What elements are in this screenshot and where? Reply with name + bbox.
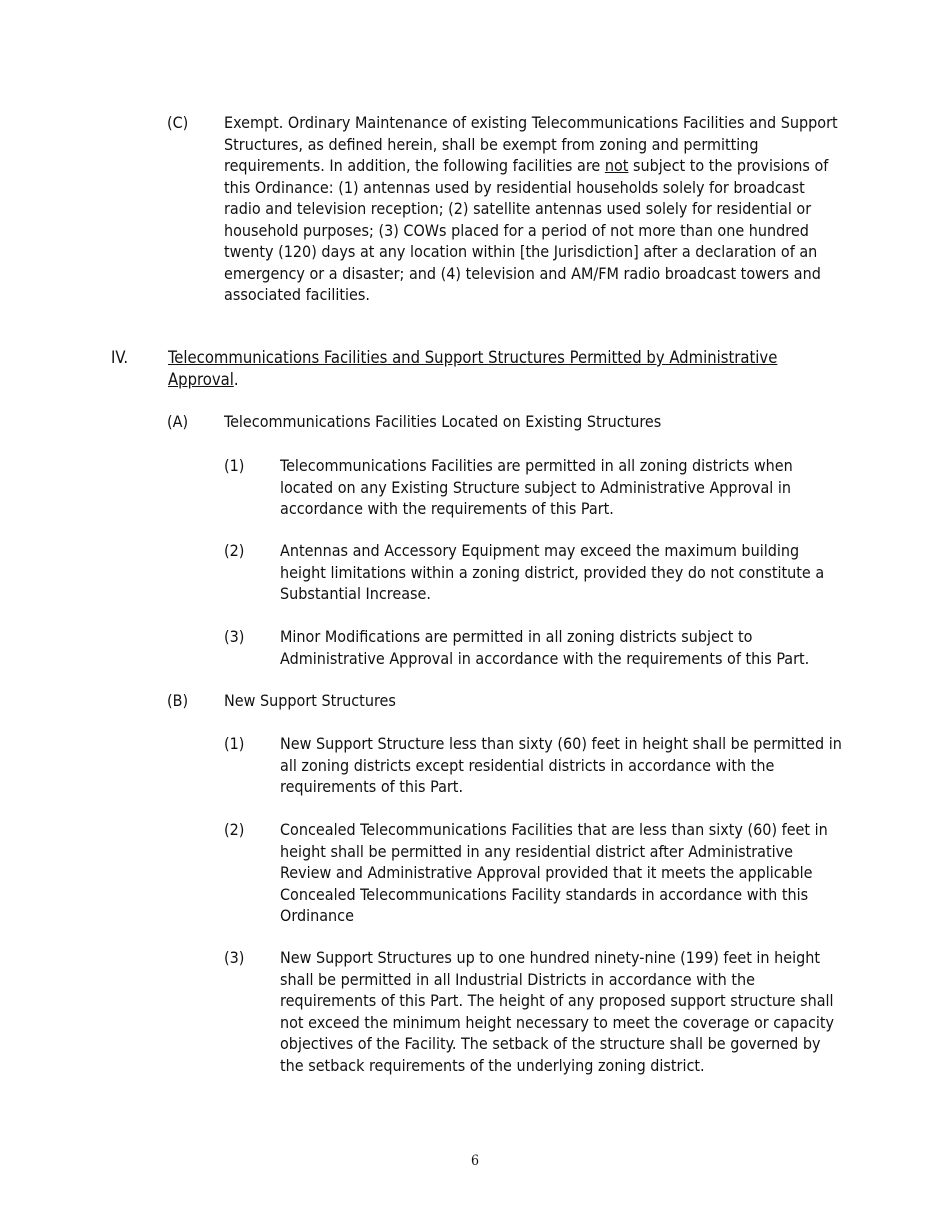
- subsection-b-item-3-text: New Support Structures up to one hundred ninety-nine (199) feet in height shall be permitted in all Industrial Districts in accordance with the requirements of this Part. The height of any proposed support structure shall not exceed the minimum height necessary to meet the coverage or capacity objectives of the Facility. The setback of the structure shall be governed by the setback requirements of the underlying zoning district.: [280, 948, 835, 1075]
- subsection-b-item-2-label: (2): [224, 820, 245, 839]
- subsection-b-label: (B): [167, 691, 189, 710]
- section-iv-title-end: .: [233, 370, 239, 389]
- section-c-paragraph: [224, 112, 844, 306]
- subsection-b-item-1-text: New Support Structure less than sixty (60) feet in height shall be permitted in all zoning districts except residential districts in accordance with the requirements of this Part.: [280, 734, 842, 796]
- section-c-label: (C): [167, 113, 189, 132]
- subsection-a-item-3-label: (3): [224, 627, 245, 646]
- section-c-underlined-word: not: [604, 156, 629, 175]
- subsection-a-item-2-label: (2): [224, 541, 245, 560]
- subsection-b-item-2-text: Concealed Telecommunications Facilities that are less than sixty (60) feet in height shall be permitted in any residential district after Administrative Review and Administrative Approval provided that it meets the applicable Concealed Telecommunications Facility standards in accordance with this Ordinance: [280, 820, 828, 925]
- subsection-a-label: (A): [167, 412, 189, 431]
- section-c-text-end: subject to the provisions of this Ordinance: (1) antennas used by residential households solely for broadcast radio and television reception; (2) satellite antennas used solely for residential or household purposes; (3) COWs placed for a period of not more than one hundred twenty (120) days at any location within [the Jurisdiction] after a declaration of an emergency or a disaster; and (4) television and AM/FM radio broadcast towers and associated facilities.: [224, 156, 829, 304]
- subsection-b-item-3-label: (3): [224, 948, 245, 967]
- page-number: 6: [470, 1153, 479, 1169]
- section-iv-heading: [168, 347, 838, 391]
- subsection-b-item-1-label: (1): [224, 734, 245, 753]
- section-iv-title: Telecommunications Facilities and Support Structures Permitted by Administrative Approval: [168, 348, 778, 389]
- subsection-a-item-1-label: (1): [224, 456, 245, 475]
- subsection-a-item-3-text: Minor Modifications are permitted in all zoning districts subject to Administrative Approval in accordance with the requirements of this Part.: [280, 627, 810, 668]
- subsection-a-item-2-text: Antennas and Accessory Equipment may exceed the maximum building height limitations within a zoning district, provided they do not constitute a Substantial Increase.: [280, 541, 825, 603]
- section-c-text-start: Exempt. Ordinary Maintenance of existing Telecommunications Facilities and Support Structures, as defined herein, shall be exempt from zoning and permitting requirements. In addition, the following facilities are: [224, 113, 838, 175]
- subsection-a-title: Telecommunications Facilities Located on Existing Structures: [224, 412, 662, 431]
- subsection-a-item-1-text: Telecommunications Facilities are permitted in all zoning districts when located on any Existing Structure subject to Administrative Approval in accordance with the requirements of this Part.: [280, 456, 793, 518]
- section-iv-label: IV.: [111, 348, 129, 367]
- subsection-b-title: New Support Structures: [224, 691, 396, 710]
